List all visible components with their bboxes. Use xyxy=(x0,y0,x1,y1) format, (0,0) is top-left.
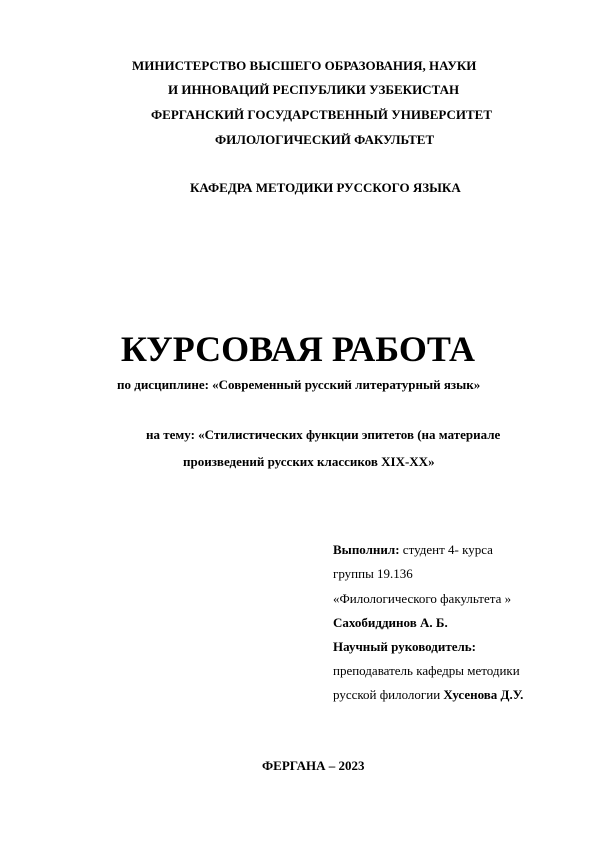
performed-value: студент 4- курса xyxy=(399,542,493,557)
supervisor-label: Научный руководитель: xyxy=(333,639,476,654)
faculty-name: ФИЛОЛОГИЧЕСКИЙ ФАКУЛЬТЕТ xyxy=(215,132,435,147)
discipline-line: по дисциплине: «Современный русский литературный язык» xyxy=(117,377,481,392)
supervisor-line-2 xyxy=(333,687,523,703)
ministry-line-2: И ИННОВАЦИЙ РЕСПУБЛИКИ УЗБЕКИСТАН xyxy=(168,82,460,97)
author-performed xyxy=(333,542,493,558)
topic-line-2: произведений русских классиков XIX-XX» xyxy=(183,454,435,469)
topic-line-1: на тему: «Стилистических функции эпитетов (на материале xyxy=(146,427,501,442)
author-group: группы 19.136 xyxy=(333,566,413,581)
author-faculty: «Филологического факультета » xyxy=(333,591,512,606)
page-title: КУРСОВАЯ РАБОТА xyxy=(120,329,476,369)
supervisor-line-1: преподаватель кафедры методики xyxy=(333,663,520,678)
department-name: КАФЕДРА МЕТОДИКИ РУССКОГО ЯЗЫКА xyxy=(190,180,461,195)
supervisor-dept: русской филологии xyxy=(333,687,444,702)
author-name: Сахобиддинов А. Б. xyxy=(333,615,448,630)
performed-label: Выполнил: xyxy=(333,542,400,557)
ministry-line-1: МИНИСТЕРСТВО ВЫСШЕГО ОБРАЗОВАНИЯ, НАУКИ xyxy=(132,58,477,73)
city-year: ФЕРГАНА – 2023 xyxy=(262,758,365,773)
university-name: ФЕРГАНСКИЙ ГОСУДАРСТВЕННЫЙ УНИВЕРСИТЕТ xyxy=(151,107,492,122)
supervisor-name: Хусенова Д.У. xyxy=(443,687,524,702)
